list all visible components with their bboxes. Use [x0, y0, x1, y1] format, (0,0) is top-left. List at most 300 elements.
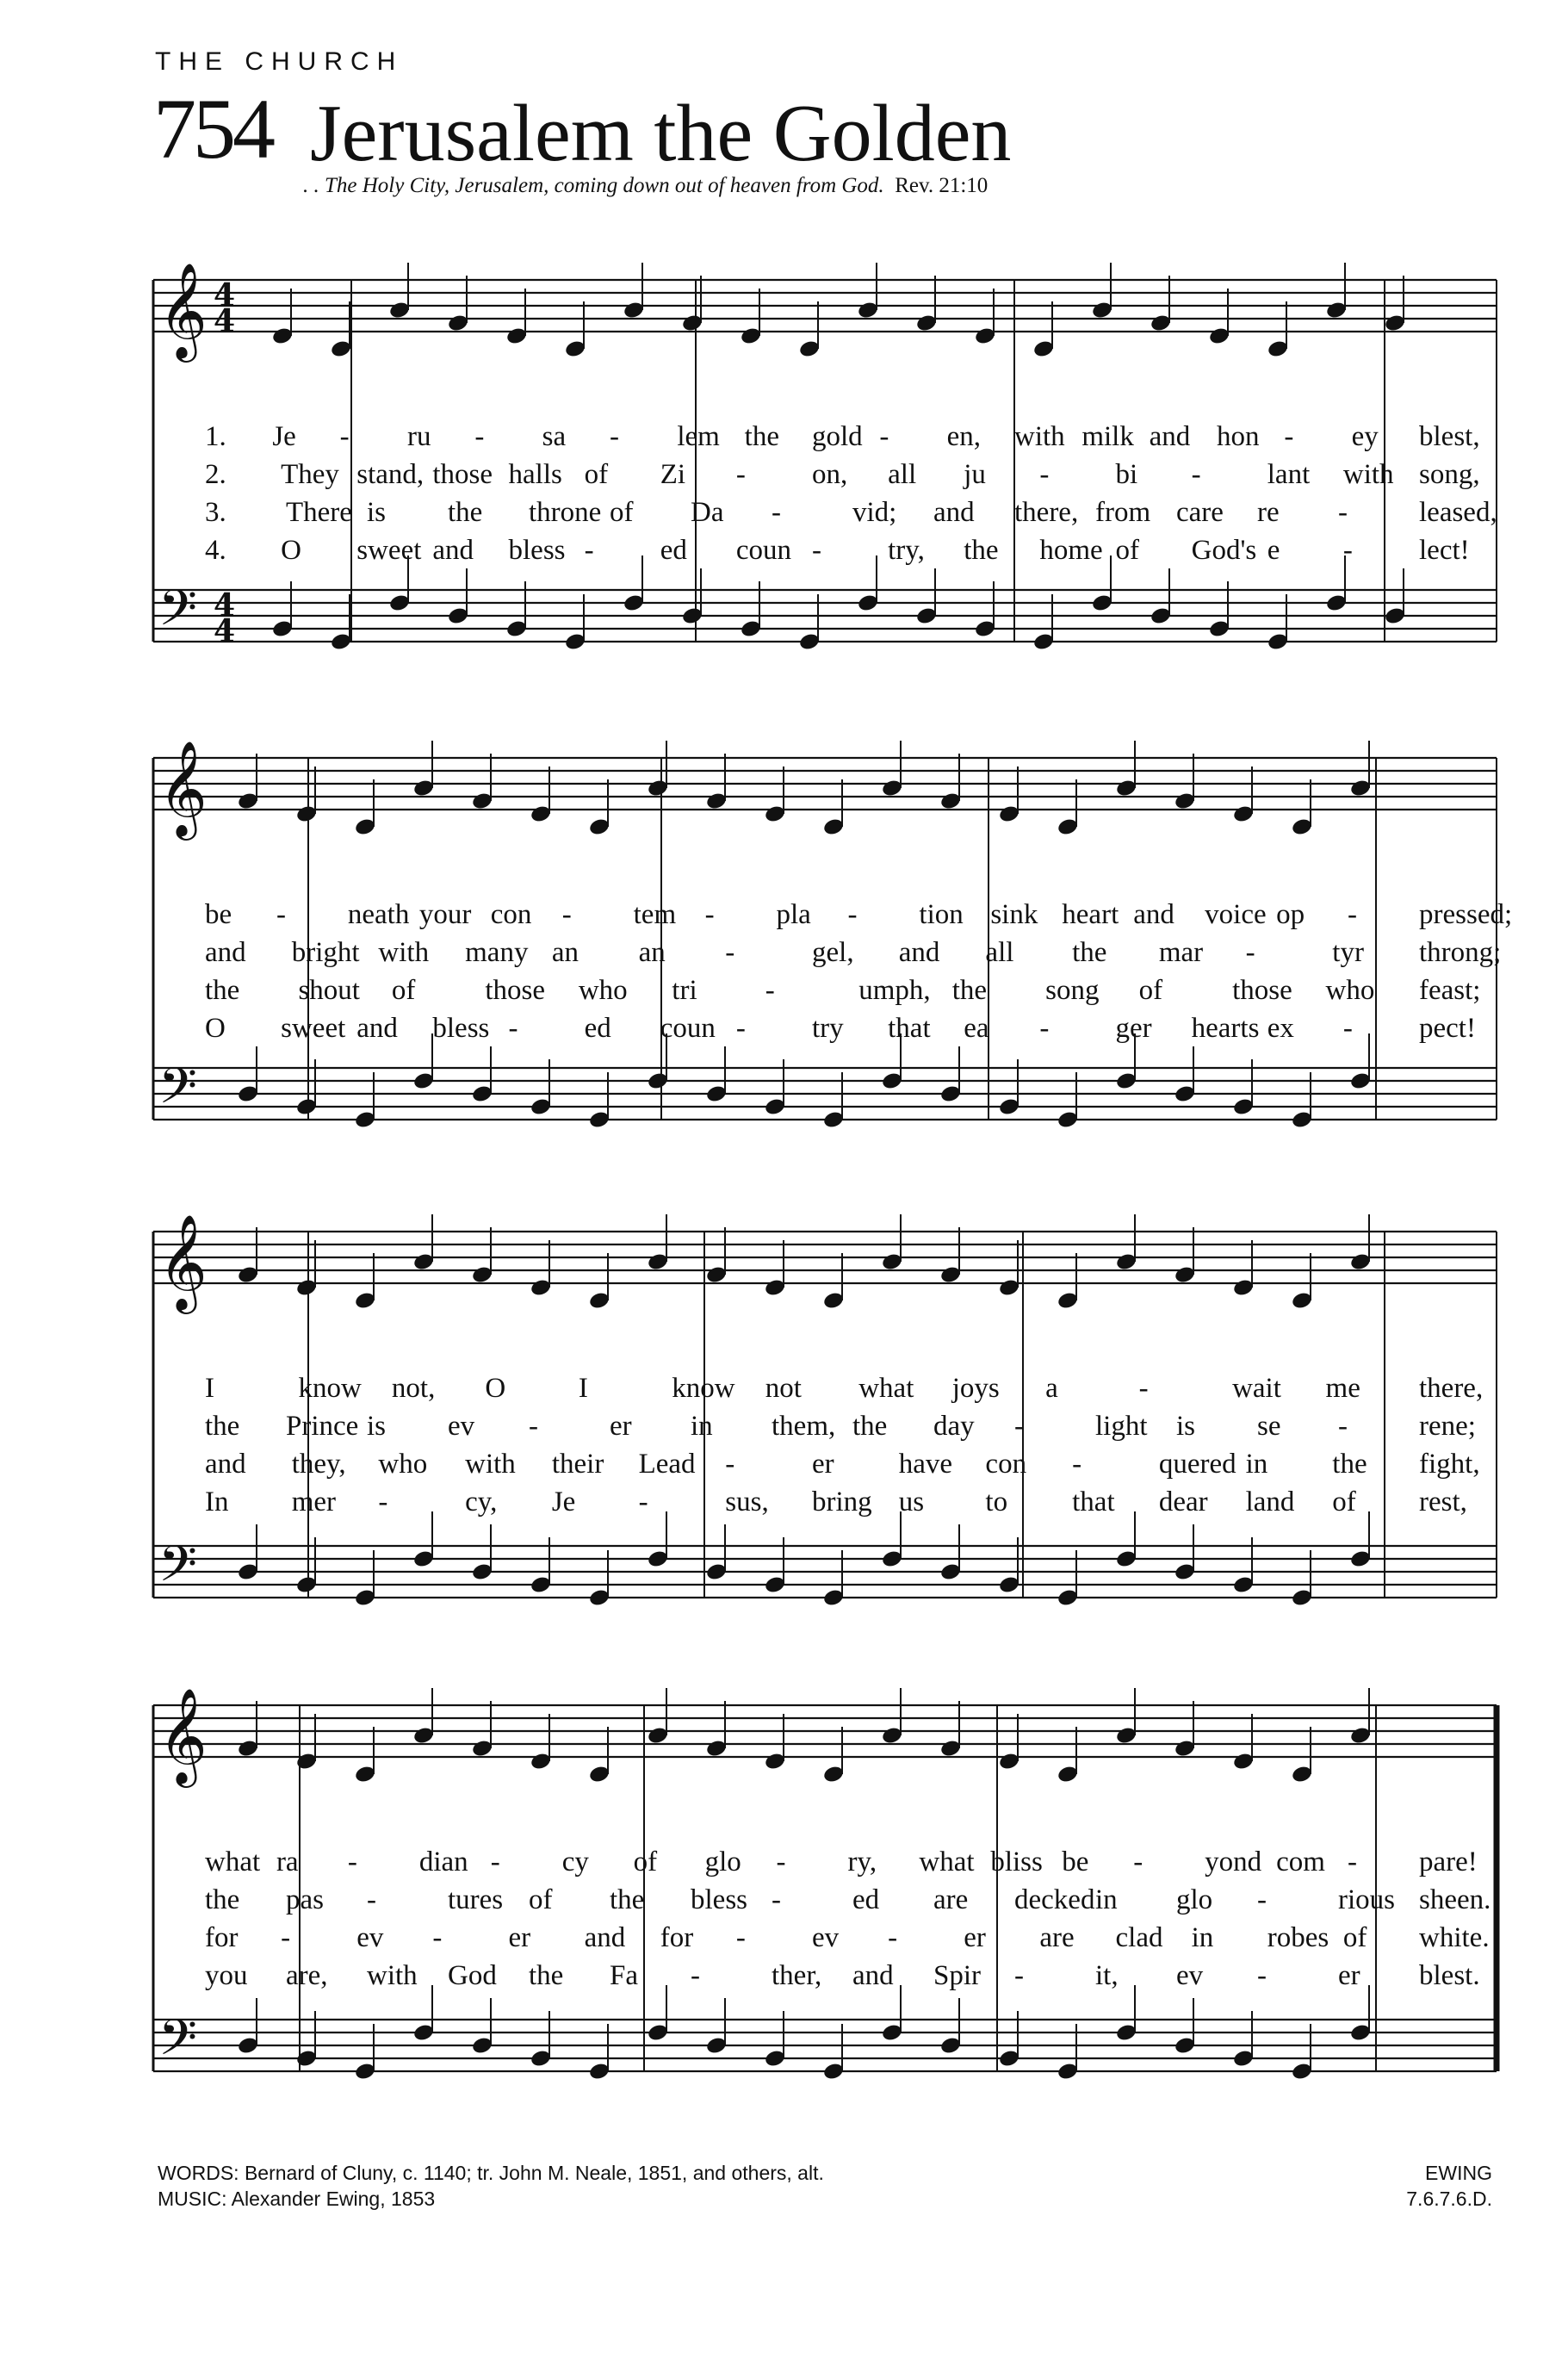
lyric-line [153, 1483, 1497, 1521]
lyric-syllable: I [205, 1373, 214, 1404]
lyric-syllable: try [812, 1013, 844, 1044]
lyric-syllable: er [964, 1922, 986, 1953]
lyric-syllable: fight, [1419, 1449, 1480, 1480]
lyric-syllable: bless [508, 535, 566, 566]
lyric-syllable: the [529, 1960, 564, 1991]
lyric-syllable: bless [432, 1013, 490, 1044]
lyric-syllable: with [1014, 421, 1065, 452]
lyric-syllable: dear [1158, 1486, 1208, 1517]
lyric-syllable: ed [852, 1884, 880, 1915]
lyric-syllable: you [205, 1960, 248, 1991]
lyric-syllable: who [378, 1449, 428, 1480]
lyric-syllable: is [1176, 1411, 1196, 1442]
lyric-syllable: on, [812, 459, 848, 490]
lyric-syllable: what [919, 1846, 975, 1877]
bass-clef-icon: 𝄢 [158, 1057, 198, 1127]
lyric-syllable: - [1342, 1013, 1353, 1044]
lyric-syllable: tion [919, 899, 964, 930]
lyric-syllable: that [888, 1013, 931, 1044]
lyric-syllable: of [1115, 535, 1139, 566]
lyric-syllable: - [1338, 1411, 1348, 1442]
lyric-syllable: those [1232, 975, 1292, 1006]
lyric-line [153, 1445, 1497, 1483]
lyric-syllable: yond [1205, 1846, 1262, 1877]
lyric-syllable: - [347, 1846, 357, 1877]
lyric-syllable: - [772, 497, 781, 528]
lyric-syllable: many [465, 937, 529, 968]
meter: 7.6.7.6.D. [1406, 2188, 1492, 2210]
lyric-syllable: con [985, 1449, 1027, 1480]
lyric-syllable: all [985, 937, 1014, 968]
lyric-syllable: wait [1232, 1373, 1281, 1404]
lyric-syllable: I [578, 1373, 588, 1404]
lyric-syllable: - [879, 421, 889, 452]
lyric-syllable: com [1276, 1846, 1325, 1877]
lyric-syllable: me [1325, 1373, 1360, 1404]
treble-staff [153, 1687, 1497, 1788]
lyric-syllable: try, [888, 535, 925, 566]
lyric-syllable: bring [812, 1486, 872, 1517]
lyric-syllable: of [529, 1884, 553, 1915]
treble-clef-icon: 𝄞 [158, 262, 208, 358]
lyric-syllable: the [205, 1884, 240, 1915]
lyric-syllable: - [704, 899, 715, 930]
lyric-line [153, 1881, 1497, 1919]
lyric-syllable: the [852, 1411, 888, 1442]
lyric-syllable: rious [1338, 1884, 1395, 1915]
lyric-syllable: ev [356, 1922, 384, 1953]
lyrics-block [153, 1369, 1497, 1521]
words-credit: WORDS: Bernard of Cluny, c. 1140; tr. John M. Neale, 1851, and others, alt. [158, 2162, 824, 2184]
lyric-syllable: ger [1115, 1013, 1152, 1044]
music-system-4 [153, 1666, 1497, 2119]
lyric-line [153, 1369, 1497, 1407]
lyric-syllable: hearts [1191, 1013, 1260, 1044]
lyric-syllable: are [933, 1884, 969, 1915]
lyric-syllable: those [485, 975, 546, 1006]
lyric-syllable: in [1245, 1449, 1268, 1480]
lyric-syllable: all [888, 459, 917, 490]
lyric-syllable: feast; [1419, 975, 1481, 1006]
lyric-line [153, 456, 1497, 493]
lyric-syllable: sink [990, 899, 1038, 930]
lyric-line [153, 896, 1513, 934]
lyric-syllable: the [610, 1884, 645, 1915]
lyric-syllable: tures [448, 1884, 504, 1915]
lyric-syllable: the [1072, 937, 1107, 968]
lyric-syllable: - [847, 899, 858, 930]
lyric-syllable: pect! [1419, 1013, 1476, 1044]
lyric-syllable: be [1062, 1846, 1089, 1877]
lyric-syllable: pas [286, 1884, 324, 1915]
lyric-syllable: the [951, 975, 988, 1006]
lyric-syllable: - [474, 421, 485, 452]
lyric-syllable: ra [276, 1846, 299, 1877]
lyric-syllable: cy, [465, 1486, 498, 1517]
lyric-syllable: Je [551, 1486, 576, 1517]
lyric-syllable: - [1257, 1884, 1267, 1915]
lyric-syllable: - [1257, 1960, 1267, 1991]
lyric-syllable: halls [508, 459, 562, 490]
lyric-syllable: are, [286, 1960, 328, 1991]
lyric-syllable: who [1325, 975, 1375, 1006]
lyric-syllable: - [276, 899, 286, 930]
lyric-syllable: - [378, 1486, 388, 1517]
lyric-syllable: God [448, 1960, 497, 1991]
lyric-syllable: their [551, 1449, 604, 1480]
lyric-syllable: in [1095, 1884, 1118, 1915]
lyric-syllable: - [1245, 937, 1255, 968]
lyric-syllable: ry, [847, 1846, 877, 1877]
lyric-syllable: there, [1419, 1373, 1484, 1404]
lyric-syllable: leased, [1419, 497, 1497, 528]
lyric-syllable: and [1133, 899, 1174, 930]
lyric-syllable: ev [1176, 1960, 1204, 1991]
lyric-syllable: - [432, 1922, 443, 1953]
lyric-syllable: gold [812, 421, 863, 452]
lyric-syllable: milk [1081, 421, 1134, 452]
lyrics-block [153, 896, 1513, 1047]
lyric-syllable: dian [418, 1846, 468, 1877]
lyric-syllable: - [1191, 459, 1201, 490]
lyric-syllable: coun [660, 1013, 716, 1044]
lyric-syllable: joys [951, 1373, 1000, 1404]
lyric-syllable: what [858, 1373, 914, 1404]
lyric-syllable: the [1332, 1449, 1367, 1480]
lyric-syllable: glo [704, 1846, 741, 1877]
lyric-line [153, 1843, 1497, 1881]
music-system-3 [153, 1193, 1497, 1645]
lyric-syllable: Da [691, 497, 724, 528]
hymn-title: Jerusalem the Golden [310, 89, 1012, 178]
lyric-syllable: Fa [610, 1960, 638, 1991]
lyric-syllable: the [448, 497, 483, 528]
lyric-syllable: re [1257, 497, 1280, 528]
lyric-line [153, 971, 1497, 1009]
lyric-syllable: day [933, 1411, 975, 1442]
lyric-syllable: gel, [812, 937, 854, 968]
lyric-syllable: lant [1267, 459, 1311, 490]
lyrics-block [153, 418, 1497, 569]
lyric-syllable: of [1342, 1922, 1367, 1953]
lyric-syllable: O [281, 535, 301, 566]
svg-text:4: 4 [214, 613, 236, 649]
lyric-syllable: - [281, 1922, 291, 1953]
lyric-syllable: er [610, 1411, 632, 1442]
time-signature: 4 [214, 587, 236, 624]
lyric-syllable: be [205, 899, 232, 930]
lyric-syllable: those [432, 459, 493, 490]
lyric-syllable: song, [1419, 459, 1480, 490]
lyric-line [153, 531, 1497, 569]
lyric-syllable: There [286, 497, 352, 528]
lyric-syllable: ex [1267, 1013, 1294, 1044]
lyric-syllable: land [1245, 1486, 1295, 1517]
lyric-syllable: - [1014, 1960, 1024, 1991]
bass-staff [153, 555, 1497, 651]
lyric-syllable: God's [1191, 535, 1257, 566]
bass-clef-icon: 𝄢 [158, 1535, 198, 1605]
lyric-syllable: - [725, 1449, 735, 1480]
lyric-syllable: ther, [772, 1960, 822, 1991]
lyric-syllable: and [852, 1960, 894, 1991]
music-system-1 [153, 241, 1497, 689]
lyric-syllable: Je [272, 421, 296, 452]
treble-staff [153, 740, 1497, 841]
lyric-syllable: - [1348, 1846, 1358, 1877]
lyric-syllable: Spir [933, 1960, 982, 1991]
lyric-syllable: - [529, 1411, 538, 1442]
lyric-syllable: 4. [205, 535, 226, 566]
lyric-syllable: have [898, 1449, 952, 1480]
lyric-syllable: mer [291, 1486, 337, 1517]
lyric-syllable: - [812, 535, 821, 566]
lyric-syllable: pla [776, 899, 811, 930]
lyric-syllable: - [691, 1960, 700, 1991]
lyric-syllable: 2. [205, 459, 226, 490]
lyric-syllable: - [1039, 1013, 1050, 1044]
lyric-syllable: from [1095, 497, 1151, 528]
lyric-syllable: umph, [858, 975, 931, 1006]
lyric-syllable: throne [529, 497, 602, 528]
epigraph-reference: Rev. 21:10 [895, 174, 989, 197]
lyric-syllable: are [1039, 1922, 1075, 1953]
lyric-syllable: - [1014, 1411, 1024, 1442]
credits [158, 2160, 824, 2212]
lyric-syllable: of [391, 975, 416, 1006]
lyric-syllable: 3. [205, 497, 226, 528]
lyric-syllable: - [735, 1013, 746, 1044]
lyric-syllable: to [985, 1486, 1008, 1517]
epigraph-text: . . The Holy City, Jerusalem, coming down out of heaven from God. [303, 174, 884, 197]
lyric-syllable: for [660, 1922, 694, 1953]
section-heading: THE CHURCH [155, 47, 404, 76]
lyric-syllable: in [1191, 1922, 1214, 1953]
lyric-syllable: ju [964, 459, 986, 490]
lyric-syllable: clad [1115, 1922, 1163, 1953]
lyric-syllable: the [205, 1411, 240, 1442]
lyric-syllable: In [205, 1486, 229, 1517]
lyric-syllable: light [1095, 1411, 1148, 1442]
music-credit: MUSIC: Alexander Ewing, 1853 [158, 2188, 436, 2210]
treble-staff [153, 262, 1497, 363]
lyric-syllable: the [744, 421, 779, 452]
lyric-syllable: voice [1205, 899, 1267, 930]
lyric-syllable: - [1338, 497, 1348, 528]
lyric-syllable: tyr [1332, 937, 1364, 968]
lyric-syllable: - [1072, 1449, 1082, 1480]
lyric-syllable: sheen. [1419, 1884, 1491, 1915]
lyric-syllable: ey [1351, 421, 1379, 452]
lyric-syllable: with [378, 937, 430, 968]
lyric-syllable: - [1284, 421, 1294, 452]
lyric-syllable: - [735, 459, 746, 490]
lyric-line [153, 418, 1497, 456]
lyric-syllable: - [776, 1846, 786, 1877]
lyric-syllable: O [205, 1013, 226, 1044]
lyric-syllable: bi [1115, 459, 1138, 490]
lyric-syllable: rest, [1419, 1486, 1467, 1517]
lyric-syllable: - [1342, 535, 1353, 566]
lyric-syllable: quered [1158, 1449, 1236, 1480]
lyric-syllable: tem [633, 899, 677, 930]
lyric-line [153, 1919, 1497, 1957]
lyric-syllable: ru [407, 421, 431, 452]
lyric-syllable: know [672, 1373, 735, 1404]
lyric-syllable: - [490, 1846, 500, 1877]
lyric-syllable: for [205, 1922, 239, 1953]
scripture-epigraph [303, 174, 988, 198]
lyric-syllable: in [691, 1411, 713, 1442]
lyric-line [153, 1957, 1497, 1995]
lyric-syllable: rene; [1419, 1411, 1476, 1442]
lyric-syllable: lem [677, 421, 720, 452]
lyric-syllable: ev [448, 1411, 475, 1442]
lyric-syllable: with [367, 1960, 418, 1991]
lyric-syllable: - [1039, 459, 1050, 490]
lyric-syllable: bless [691, 1884, 747, 1915]
lyric-syllable: of [1332, 1486, 1356, 1517]
lyric-syllable: hon [1217, 421, 1260, 452]
lyric-syllable: vid; [852, 497, 897, 528]
lyric-syllable: decked [1014, 1884, 1095, 1915]
lyric-syllable: lect! [1419, 535, 1470, 566]
tune-name: EWING [1425, 2162, 1492, 2184]
lyric-syllable: sus, [725, 1486, 769, 1517]
lyric-syllable: coun [735, 535, 792, 566]
lyric-syllable: what [205, 1846, 261, 1877]
lyric-syllable: with [465, 1449, 516, 1480]
lyric-syllable: us [898, 1486, 925, 1517]
lyric-syllable: home [1039, 535, 1103, 566]
lyric-syllable: and [356, 1013, 398, 1044]
lyric-syllable: and [432, 535, 474, 566]
lyric-syllable: there, [1014, 497, 1079, 528]
lyric-syllable: stand, [356, 459, 425, 490]
lyric-line [153, 934, 1502, 971]
lyric-syllable: your [418, 899, 472, 930]
lyric-syllable: Prince [286, 1411, 359, 1442]
tune-info [1406, 2160, 1492, 2212]
lyric-syllable: sweet [356, 535, 422, 566]
lyric-syllable: with [1342, 459, 1394, 490]
lyric-syllable: se [1257, 1411, 1281, 1442]
lyric-syllable: - [339, 421, 350, 452]
lyric-syllable: ed [660, 535, 687, 566]
lyric-syllable: neath [347, 899, 410, 930]
bass-staff [153, 1511, 1497, 1607]
lyric-syllable: pressed; [1419, 899, 1513, 930]
lyric-syllable: that [1072, 1486, 1115, 1517]
lyric-syllable: is [367, 497, 387, 528]
lyric-line [153, 1407, 1497, 1445]
treble-clef-icon: 𝄞 [158, 1687, 208, 1784]
lyric-syllable: mar [1158, 937, 1204, 968]
lyric-syllable: - [561, 899, 572, 930]
lyric-syllable: blest, [1419, 421, 1480, 452]
lyric-syllable: - [735, 1922, 746, 1953]
lyric-syllable: them, [772, 1411, 836, 1442]
lyric-line [153, 493, 1497, 531]
lyric-syllable: heart [1062, 899, 1119, 930]
music-system-2 [153, 719, 1513, 1167]
lyric-syllable: shout [298, 975, 360, 1006]
lyric-syllable: white. [1419, 1922, 1490, 1953]
lyric-syllable: er [508, 1922, 531, 1953]
lyric-syllable: They [281, 459, 339, 490]
lyric-syllable: not [765, 1373, 802, 1404]
lyric-syllable: bright [291, 937, 360, 968]
bass-clef-icon: 𝄢 [158, 579, 198, 649]
lyric-syllable: care [1176, 497, 1224, 528]
lyric-syllable: throng; [1419, 937, 1502, 968]
lyric-syllable: - [1138, 1373, 1149, 1404]
lyric-syllable: who [578, 975, 628, 1006]
lyric-syllable: O [485, 1373, 506, 1404]
lyric-syllable: not, [391, 1373, 436, 1404]
treble-clef-icon: 𝄞 [158, 740, 208, 836]
hymn-number: 754 [153, 81, 272, 177]
lyric-syllable: - [508, 1013, 518, 1044]
lyric-syllable: - [638, 1486, 648, 1517]
lyric-syllable: ed [584, 1013, 611, 1044]
lyric-syllable: ea [964, 1013, 989, 1044]
lyric-syllable: - [1133, 1846, 1143, 1877]
lyric-syllable: song [1045, 975, 1100, 1006]
lyric-syllable: and [205, 937, 246, 968]
lyric-syllable: - [610, 421, 619, 452]
lyric-syllable: Zi [660, 459, 686, 490]
lyric-syllable: robes [1267, 1922, 1329, 1953]
lyric-syllable: bliss [990, 1846, 1043, 1877]
lyric-syllable: it, [1095, 1960, 1119, 1991]
lyric-line [153, 1009, 1497, 1047]
lyric-syllable: pare! [1419, 1846, 1478, 1877]
lyric-syllable: and [933, 497, 975, 528]
lyric-syllable: and [1149, 421, 1191, 452]
lyric-syllable: tri [672, 975, 697, 1006]
lyric-syllable: of [610, 497, 634, 528]
lyric-syllable: glo [1176, 1884, 1213, 1915]
lyric-syllable: sweet [281, 1013, 346, 1044]
lyric-syllable: - [765, 975, 775, 1006]
lyric-syllable: - [367, 1884, 376, 1915]
lyric-syllable: cy [561, 1846, 589, 1877]
lyric-syllable: is [367, 1411, 387, 1442]
bass-staff [153, 1985, 1497, 2081]
lyric-syllable: a [1045, 1373, 1058, 1404]
lyric-syllable: and [584, 1922, 626, 1953]
bass-staff [153, 1033, 1497, 1129]
lyric-syllable: the [964, 535, 999, 566]
treble-staff [153, 1213, 1497, 1314]
lyric-syllable: e [1267, 535, 1280, 566]
lyric-syllable: sa [542, 421, 567, 452]
lyric-syllable: op [1276, 899, 1305, 930]
lyric-syllable: of [633, 1846, 658, 1877]
lyric-syllable: of [1138, 975, 1163, 1006]
lyric-syllable: blest. [1419, 1960, 1480, 1991]
lyric-syllable: the [205, 975, 240, 1006]
lyric-syllable: an [638, 937, 666, 968]
lyric-syllable: they, [291, 1449, 346, 1480]
lyric-syllable: con [490, 899, 532, 930]
treble-clef-icon: 𝄞 [158, 1213, 208, 1310]
lyric-syllable: - [1348, 899, 1358, 930]
lyric-syllable: en, [946, 421, 982, 452]
lyric-syllable: ev [812, 1922, 840, 1953]
lyric-syllable: of [584, 459, 609, 490]
